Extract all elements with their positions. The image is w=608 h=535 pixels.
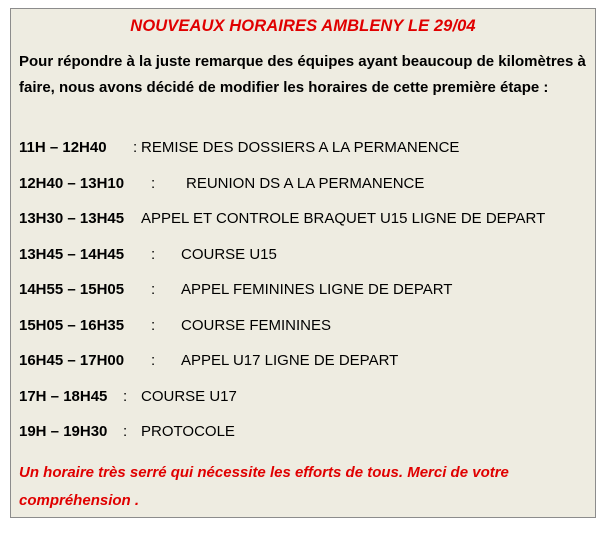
schedule-time: 13H45 – 14H45 <box>19 245 125 263</box>
schedule-colon: : <box>151 245 156 263</box>
schedule-event: REUNION DS A LA PERMANENCE <box>186 174 425 192</box>
schedule-time: 12H40 – 13H10 <box>19 174 125 192</box>
schedule-time: 15H05 – 16H35 <box>19 316 125 334</box>
schedule-row <box>19 352 589 388</box>
schedule-row <box>19 210 589 246</box>
schedule-event: COURSE U15 <box>181 245 277 263</box>
schedule-event: APPEL U17 LIGNE DE DEPART <box>181 352 399 369</box>
schedule-time: 16H45 – 17H00 <box>19 352 125 369</box>
schedule-time: 14H55 – 15H05 <box>19 281 125 298</box>
schedule-colon: : <box>123 423 128 440</box>
schedule-time: 11H – 12H40 <box>19 139 107 156</box>
notice-box <box>10 8 596 518</box>
schedule-time: 13H30 – 13H45 <box>19 210 125 227</box>
schedule-row <box>19 317 589 353</box>
schedule-row <box>19 139 589 175</box>
schedule-time: 17H – 18H45 <box>19 387 108 405</box>
schedule-event: APPEL ET CONTROLE BRAQUET U15 LIGNE DE DEPART <box>141 210 546 227</box>
schedule-colon: : <box>151 174 156 192</box>
schedule-event: COURSE FEMININES <box>181 316 332 334</box>
notice-title: NOUVEAUX HORAIRES AMBLENY LE 29/04 <box>130 17 476 35</box>
schedule-row <box>19 175 589 211</box>
schedule-colon: : <box>123 387 128 405</box>
schedule-row <box>19 246 589 282</box>
schedule-row <box>19 388 589 424</box>
closing-note: Un horaire très serré qui nécessite les efforts de tous. Merci de votre compréhension . <box>19 464 509 509</box>
schedule-colon: : <box>151 281 156 298</box>
schedule-event: REMISE DES DOSSIERS A LA PERMANENCE <box>141 139 460 156</box>
schedule-list <box>19 139 589 459</box>
schedule-colon: : <box>151 316 156 334</box>
schedule-row <box>19 423 589 459</box>
schedule-time: 19H – 19H30 <box>19 423 108 440</box>
schedule-colon: : <box>133 139 138 156</box>
schedule-colon: : <box>151 352 156 369</box>
schedule-row <box>19 281 589 317</box>
intro-paragraph: Pour répondre à la juste remarque des équipes ayant beaucoup de kilomètres à faire, nous avons décidé de modifier les horaires de cette première étape : <box>19 53 586 96</box>
schedule-event: APPEL FEMININES LIGNE DE DEPART <box>181 281 453 298</box>
schedule-event: PROTOCOLE <box>141 423 235 440</box>
schedule-event: COURSE U17 <box>141 387 237 405</box>
